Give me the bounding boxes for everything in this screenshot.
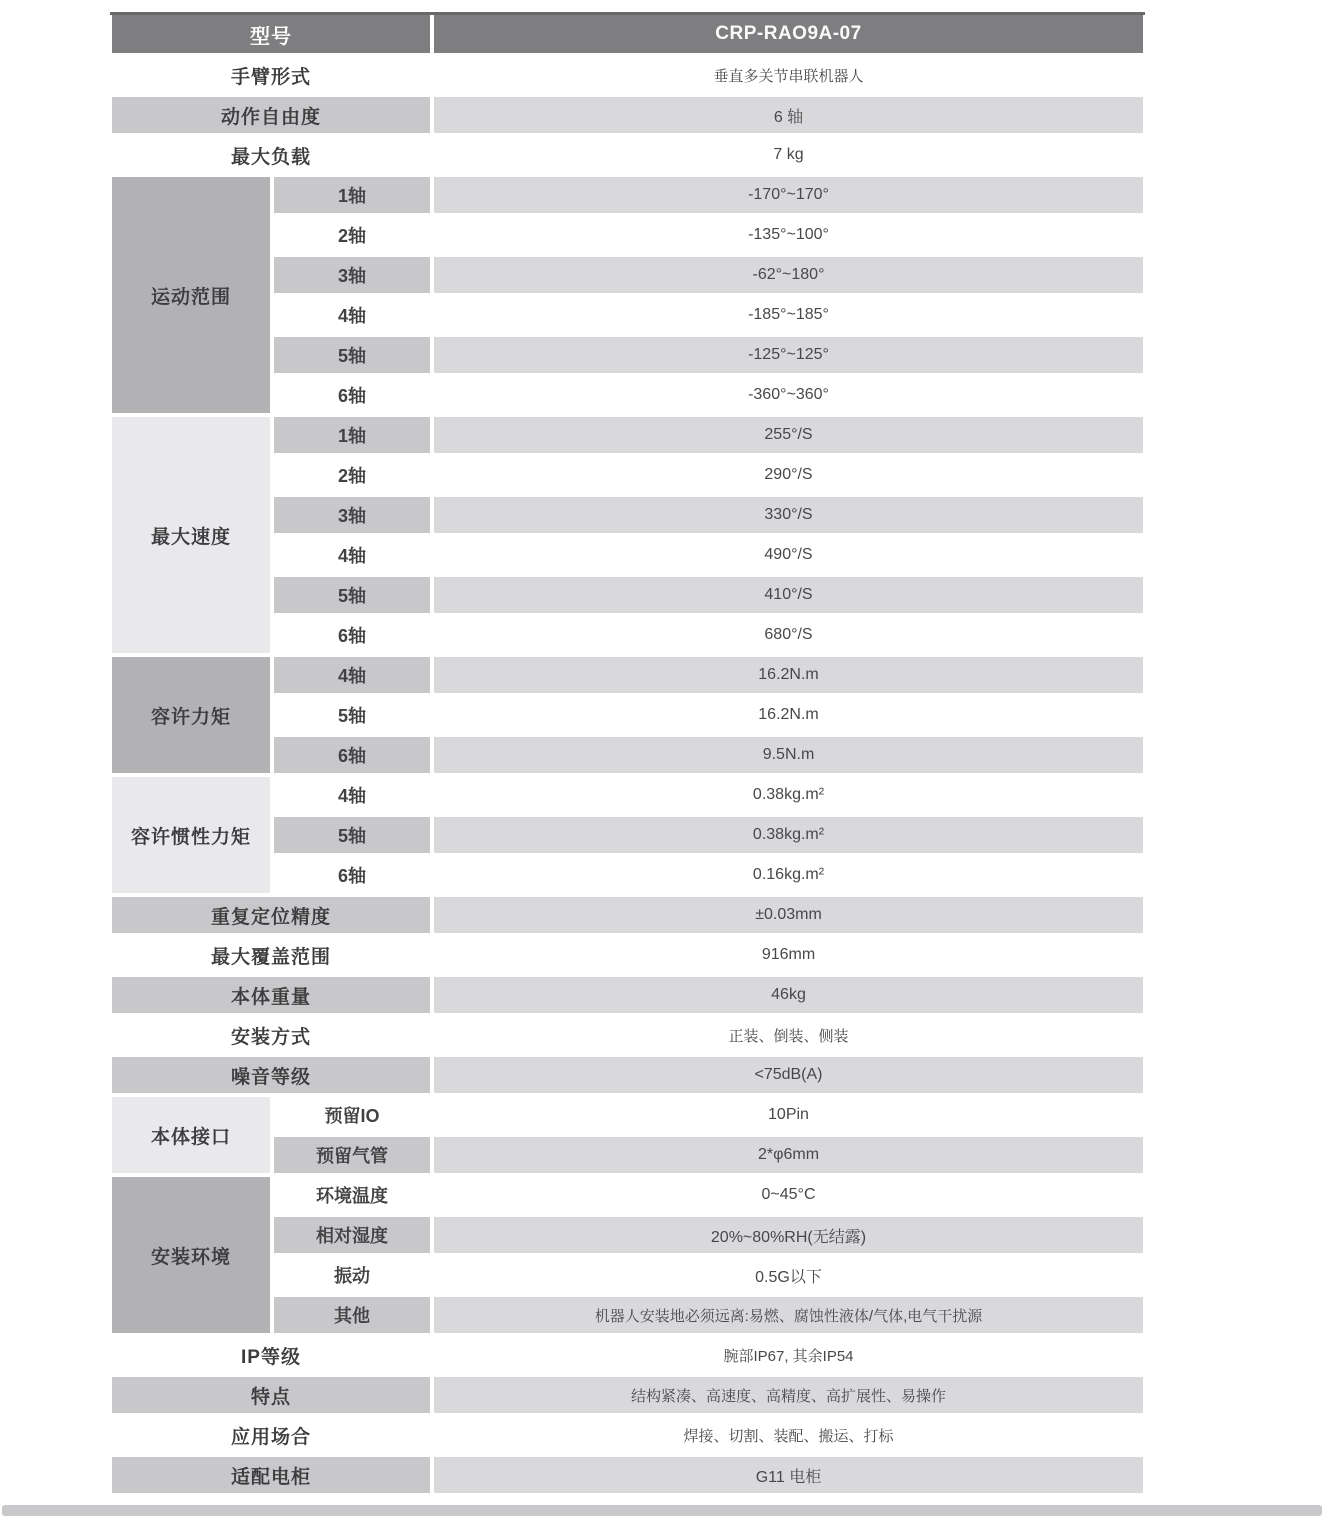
row-value: 正装、倒装、侧装: [432, 1015, 1145, 1055]
table-row: [110, 1335, 1145, 1375]
group-label: 安装环境: [110, 1175, 272, 1335]
row-value: 20%~80%RH(无结露): [432, 1215, 1145, 1255]
group-rows: [272, 655, 1145, 775]
row-value: 16.2N.m: [432, 695, 1145, 735]
axis-label: 振动: [272, 1255, 432, 1295]
row-value: 6 轴: [432, 95, 1145, 135]
table-row: [272, 1295, 1145, 1335]
axis-label: 4轴: [272, 775, 432, 815]
row-value: 垂直多关节串联机器人: [432, 55, 1145, 95]
table-row: [110, 1055, 1145, 1095]
row-value: 腕部IP67, 其余IP54: [432, 1335, 1145, 1375]
row-value: 2*φ6mm: [432, 1135, 1145, 1175]
table-row: [272, 655, 1145, 695]
axis-label: 4轴: [272, 655, 432, 695]
table-row: [110, 55, 1145, 95]
axis-label: 其他: [272, 1295, 432, 1335]
axis-label: 5轴: [272, 575, 432, 615]
table-row: [272, 1135, 1145, 1175]
row-value: G11 电柜: [432, 1455, 1145, 1495]
row-value: 680°/S: [432, 615, 1145, 655]
table-group: [110, 775, 1145, 895]
row-value: 255°/S: [432, 415, 1145, 455]
row-value: 0~45°C: [432, 1175, 1145, 1215]
table-row: [110, 895, 1145, 935]
axis-label: 6轴: [272, 855, 432, 895]
table-row: [272, 335, 1145, 375]
table-row: [110, 1415, 1145, 1455]
table-row: [272, 295, 1145, 335]
axis-label: 2轴: [272, 215, 432, 255]
table-row: [272, 575, 1145, 615]
axis-label: 6轴: [272, 375, 432, 415]
row-label: IP等级: [110, 1335, 432, 1375]
table-row: [272, 375, 1145, 415]
axis-label: 4轴: [272, 295, 432, 335]
row-value: 0.38kg.m²: [432, 815, 1145, 855]
group-rows: [272, 775, 1145, 895]
row-label: 手臂形式: [110, 55, 432, 95]
axis-label: 6轴: [272, 735, 432, 775]
table-row: [110, 975, 1145, 1015]
row-value: -170°~170°: [432, 175, 1145, 215]
row-value: 290°/S: [432, 455, 1145, 495]
group-label: 容许力矩: [110, 655, 272, 775]
row-value: -125°~125°: [432, 335, 1145, 375]
row-value: 7 kg: [432, 135, 1145, 175]
row-value: 结构紧凑、高速度、高精度、高扩展性、易操作: [432, 1375, 1145, 1415]
table-row: [272, 735, 1145, 775]
row-label: 安装方式: [110, 1015, 432, 1055]
table-row: [272, 215, 1145, 255]
row-label: 本体重量: [110, 975, 432, 1015]
row-value: 9.5N.m: [432, 735, 1145, 775]
table-group: [110, 1175, 1145, 1335]
row-label: 适配电柜: [110, 1455, 432, 1495]
row-label: 特点: [110, 1375, 432, 1415]
axis-label: 4轴: [272, 535, 432, 575]
row-label: 动作自由度: [110, 95, 432, 135]
model-header-value: CRP-RAO9A-07: [432, 15, 1145, 55]
row-value: 机器人安装地必须远离:易燃、腐蚀性液体/气体,电气干扰源: [432, 1295, 1145, 1335]
table-row: [272, 815, 1145, 855]
group-rows: [272, 175, 1145, 415]
footer-bar: [2, 1505, 1322, 1516]
table-row: [272, 415, 1145, 455]
table-row: [110, 1375, 1145, 1415]
row-label: 最大负载: [110, 135, 432, 175]
table-row: [272, 1095, 1145, 1135]
table-row: [272, 255, 1145, 295]
table-row: [272, 1255, 1145, 1295]
axis-label: 1轴: [272, 175, 432, 215]
row-label: 噪音等级: [110, 1055, 432, 1095]
axis-label: 5轴: [272, 695, 432, 735]
table-header-row: [110, 12, 1145, 55]
table-row: [272, 855, 1145, 895]
row-value: 10Pin: [432, 1095, 1145, 1135]
table-row: [272, 775, 1145, 815]
table-group: [110, 415, 1145, 655]
group-rows: [272, 1175, 1145, 1335]
row-label: 最大覆盖范围: [110, 935, 432, 975]
axis-label: 3轴: [272, 255, 432, 295]
axis-label: 3轴: [272, 495, 432, 535]
row-value: 焊接、切割、装配、搬运、打标: [432, 1415, 1145, 1455]
model-header-label: 型号: [110, 15, 432, 55]
row-value: 330°/S: [432, 495, 1145, 535]
row-value: -185°~185°: [432, 295, 1145, 335]
row-value: -135°~100°: [432, 215, 1145, 255]
row-value: <75dB(A): [432, 1055, 1145, 1095]
table-row: [272, 615, 1145, 655]
axis-label: 2轴: [272, 455, 432, 495]
axis-label: 预留IO: [272, 1095, 432, 1135]
axis-label: 5轴: [272, 335, 432, 375]
table-row: [110, 935, 1145, 975]
table-row: [272, 1215, 1145, 1255]
row-value: 0.5G以下: [432, 1255, 1145, 1295]
table-row: [272, 535, 1145, 575]
row-value: 0.38kg.m²: [432, 775, 1145, 815]
table-row: [272, 455, 1145, 495]
row-value: 46kg: [432, 975, 1145, 1015]
group-label: 运动范围: [110, 175, 272, 415]
spec-table: [110, 12, 1145, 1495]
axis-label: 相对湿度: [272, 1215, 432, 1255]
table-row: [272, 495, 1145, 535]
table-row: [110, 1455, 1145, 1495]
group-label: 容许惯性力矩: [110, 775, 272, 895]
table-group: [110, 1095, 1145, 1175]
row-label: 重复定位精度: [110, 895, 432, 935]
group-rows: [272, 1095, 1145, 1175]
group-rows: [272, 415, 1145, 655]
table-row: [110, 135, 1145, 175]
axis-label: 预留气管: [272, 1135, 432, 1175]
table-row: [110, 1015, 1145, 1055]
row-value: 490°/S: [432, 535, 1145, 575]
table-row: [272, 1175, 1145, 1215]
table-group: [110, 655, 1145, 775]
table-group: [110, 175, 1145, 415]
axis-label: 6轴: [272, 615, 432, 655]
group-label: 最大速度: [110, 415, 272, 655]
row-value: 916mm: [432, 935, 1145, 975]
row-value: 410°/S: [432, 575, 1145, 615]
axis-label: 5轴: [272, 815, 432, 855]
axis-label: 1轴: [272, 415, 432, 455]
row-value: 0.16kg.m²: [432, 855, 1145, 895]
group-label: 本体接口: [110, 1095, 272, 1175]
row-value: 16.2N.m: [432, 655, 1145, 695]
row-value: ±0.03mm: [432, 895, 1145, 935]
row-value: -360°~360°: [432, 375, 1145, 415]
row-value: -62°~180°: [432, 255, 1145, 295]
axis-label: 环境温度: [272, 1175, 432, 1215]
row-label: 应用场合: [110, 1415, 432, 1455]
table-row: [272, 175, 1145, 215]
table-row: [272, 695, 1145, 735]
table-row: [110, 95, 1145, 135]
